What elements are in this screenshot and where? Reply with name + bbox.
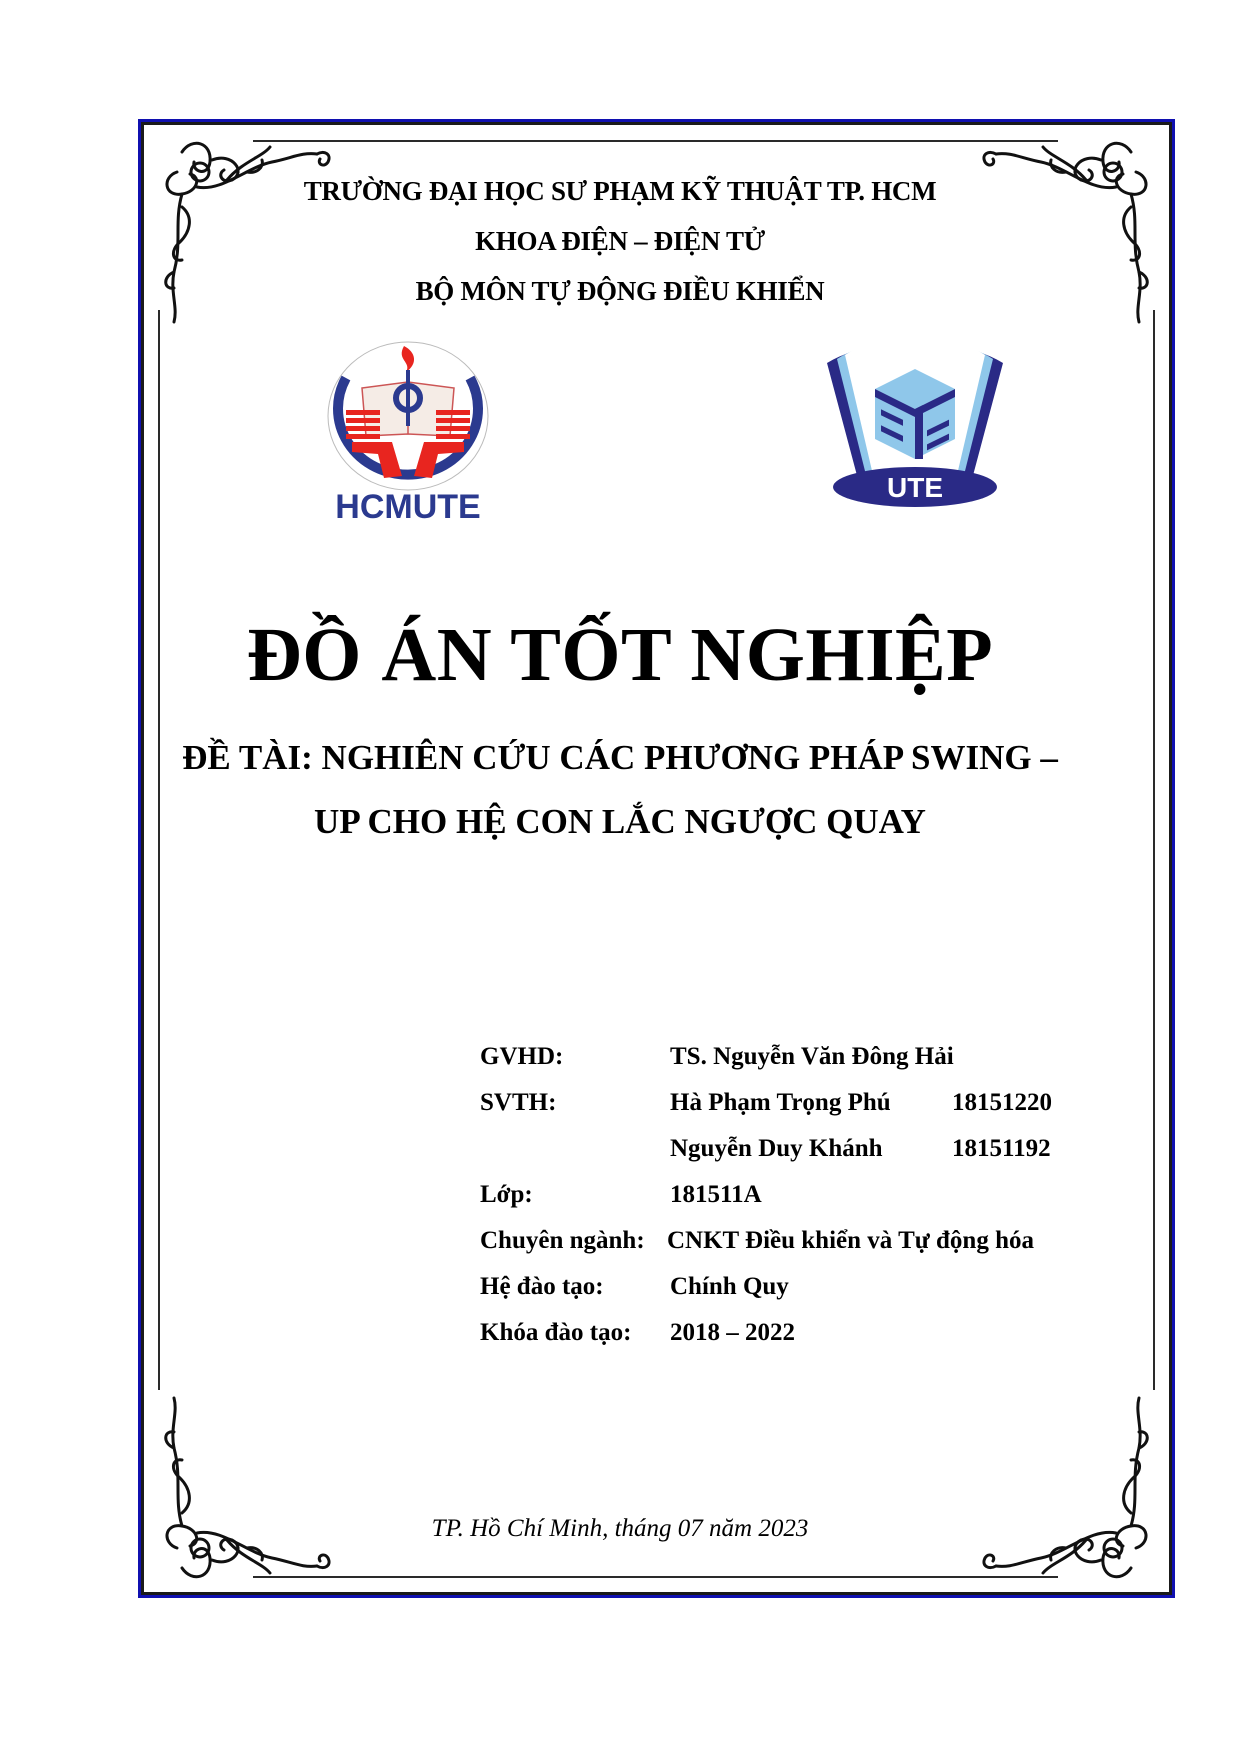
cohort-value: 2018 – 2022 [670,1319,795,1346]
corner-ornament-icon [961,1388,1161,1588]
student-name: Hà Phạm Trọng Phú [670,1089,891,1116]
major-value: CNKT Điều khiển và Tự động hóa [667,1227,1034,1254]
class-label: Lớp: [480,1181,533,1208]
ornament-line-bottom [253,1576,1058,1578]
place-date: TP. Hồ Chí Minh, tháng 07 năm 2023 [431,1515,809,1542]
page-frame-inner-border [141,122,1172,1595]
student-id: 18151220 [952,1089,1052,1116]
ornament-line-right [1153,310,1155,1390]
faculty-name: KHOA ĐIỆN – ĐIỆN TỬ [475,226,765,256]
advisor-value: TS. Nguyễn Văn Đông Hải [670,1043,954,1070]
topic-line-1: ĐỀ TÀI: NGHIÊN CỨU CÁC PHƯƠNG PHÁP SWING – [182,738,1058,777]
department-name: BỘ MÔN TỰ ĐỘNG ĐIỀU KHIỂN [415,276,825,306]
program-value: Chính Quy [670,1273,789,1300]
hcmute-logo [322,338,494,524]
advisor-label: GVHD: [480,1043,564,1070]
university-name: TRƯỜNG ĐẠI HỌC SƯ PHẠM KỸ THUẬT TP. HCM [303,176,937,206]
cohort-label: Khóa đào tạo: [480,1319,632,1346]
hcmute-logo-text: HCMUTE [335,488,481,524]
students-label: SVTH: [480,1089,557,1116]
topic-line-2: UP CHO HỆ CON LẮC NGƯỢC QUAY [314,802,926,841]
student-name: Nguyễn Duy Khánh [670,1135,883,1162]
ute-logo-text: UTE [887,472,943,503]
corner-ornament-icon [152,1388,352,1588]
major-label: Chuyên ngành: [480,1227,645,1254]
class-value: 181511A [670,1181,762,1208]
ornament-line-top [253,140,1058,142]
document-title: ĐỒ ÁN TỐT NGHIỆP [246,613,994,697]
student-id: 18151192 [952,1135,1051,1162]
ornament-line-left [158,310,160,1390]
program-label: Hệ đào tạo: [480,1273,604,1300]
ute-logo [815,333,1015,509]
